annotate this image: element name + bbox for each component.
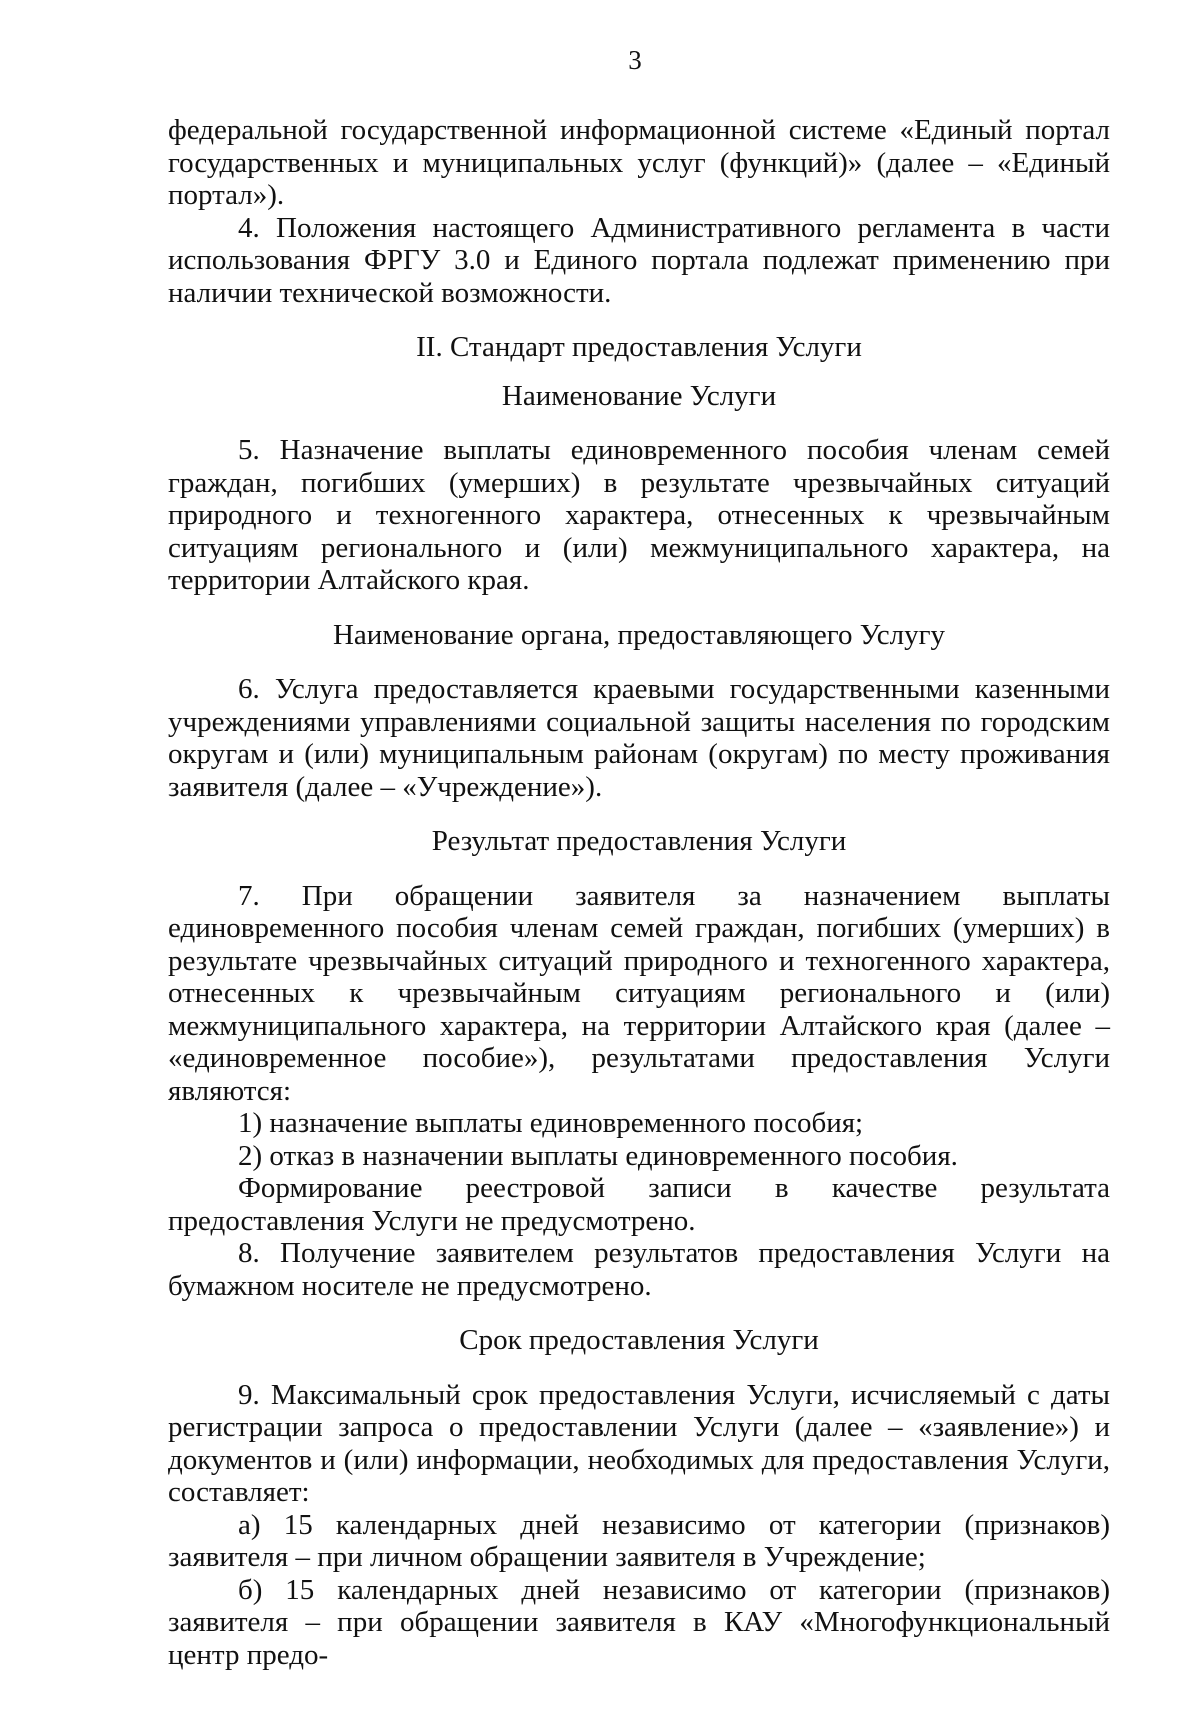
paragraph: 4. Положения настоящего Административного регламента в части использования ФРГУ 3.0 и Единого портала подлежат применению при наличии технической возможности. [168, 211, 1110, 309]
section-heading: Срок предоставления Услуги [459, 1324, 819, 1356]
paragraph: а) 15 календарных дней независимо от категории (признаков) заявителя – при личном обращении заявителя в Учреждение; [168, 1508, 1110, 1573]
paragraph: 6. Услуга предоставляется краевыми государственными казенными учреждениями управлениями социальной защиты населения по городским округам и (или) муниципальным районам (округам) по месту проживания заявителя (далее – «Учреждение»). [168, 673, 1110, 803]
document-body [168, 114, 1110, 1671]
paragraph: Формирование реестровой записи в качестве результата предоставления Услуги не предусмотрено. [168, 1172, 1110, 1237]
paragraph: 7. При обращении заявителя за назначением выплаты единовременного пособия членам семей граждан, погибших (умерших) в результате чрезвычайных ситуаций природного и техногенного характера, отнесенных к чрезвычайным ситуациям регионального и (или) межмуниципального характера, на территории Алтайского края (далее – «единовременное пособие»), результатами предоставления Услуги являются: [168, 879, 1110, 1107]
section-heading: Результат предоставления Услуги [431, 825, 847, 857]
paragraph: 8. Получение заявителем результатов предоставления Услуги на бумажном носителе не предусмотрено. [168, 1237, 1110, 1302]
paragraph: 1) назначение выплаты единовременного пособия; [238, 1107, 864, 1139]
paragraph: 2) отказ в назначении выплаты единовременного пособия. [238, 1139, 958, 1172]
page-number: 3 [628, 45, 642, 75]
paragraph: б) 15 календарных дней независимо от категории (признаков) заявителя – при обращении заявителя в КАУ «Многофункциональный центр предо- [168, 1573, 1110, 1671]
paragraph: 9. Максимальный срок предоставления Услуги, исчисляемый с даты регистрации запроса о предоставлении Услуги (далее – «заявление») и документов и (или) информации, необходимых для предоставления Услуги, составляет: [168, 1378, 1110, 1508]
section-heading: Наименование Услуги [501, 379, 777, 412]
paragraph: 5. Назначение выплаты единовременного пособия членам семей граждан, погибших (умерших) в результате чрезвычайных ситуаций природного и техногенного характера, отнесенных к чрезвычайным ситуациям регионального и (или) межмуниципального характера, на территории Алтайского края. [168, 434, 1110, 596]
section-heading: Наименование органа, предоставляющего Услугу [332, 618, 946, 651]
section-heading: II. Стандарт предоставления Услуги [416, 331, 862, 363]
paragraph: федеральной государственной информационной системе «Единый портал государственных и муниципальных услуг (функций)» (далее – «Единый портал»). [168, 114, 1110, 211]
